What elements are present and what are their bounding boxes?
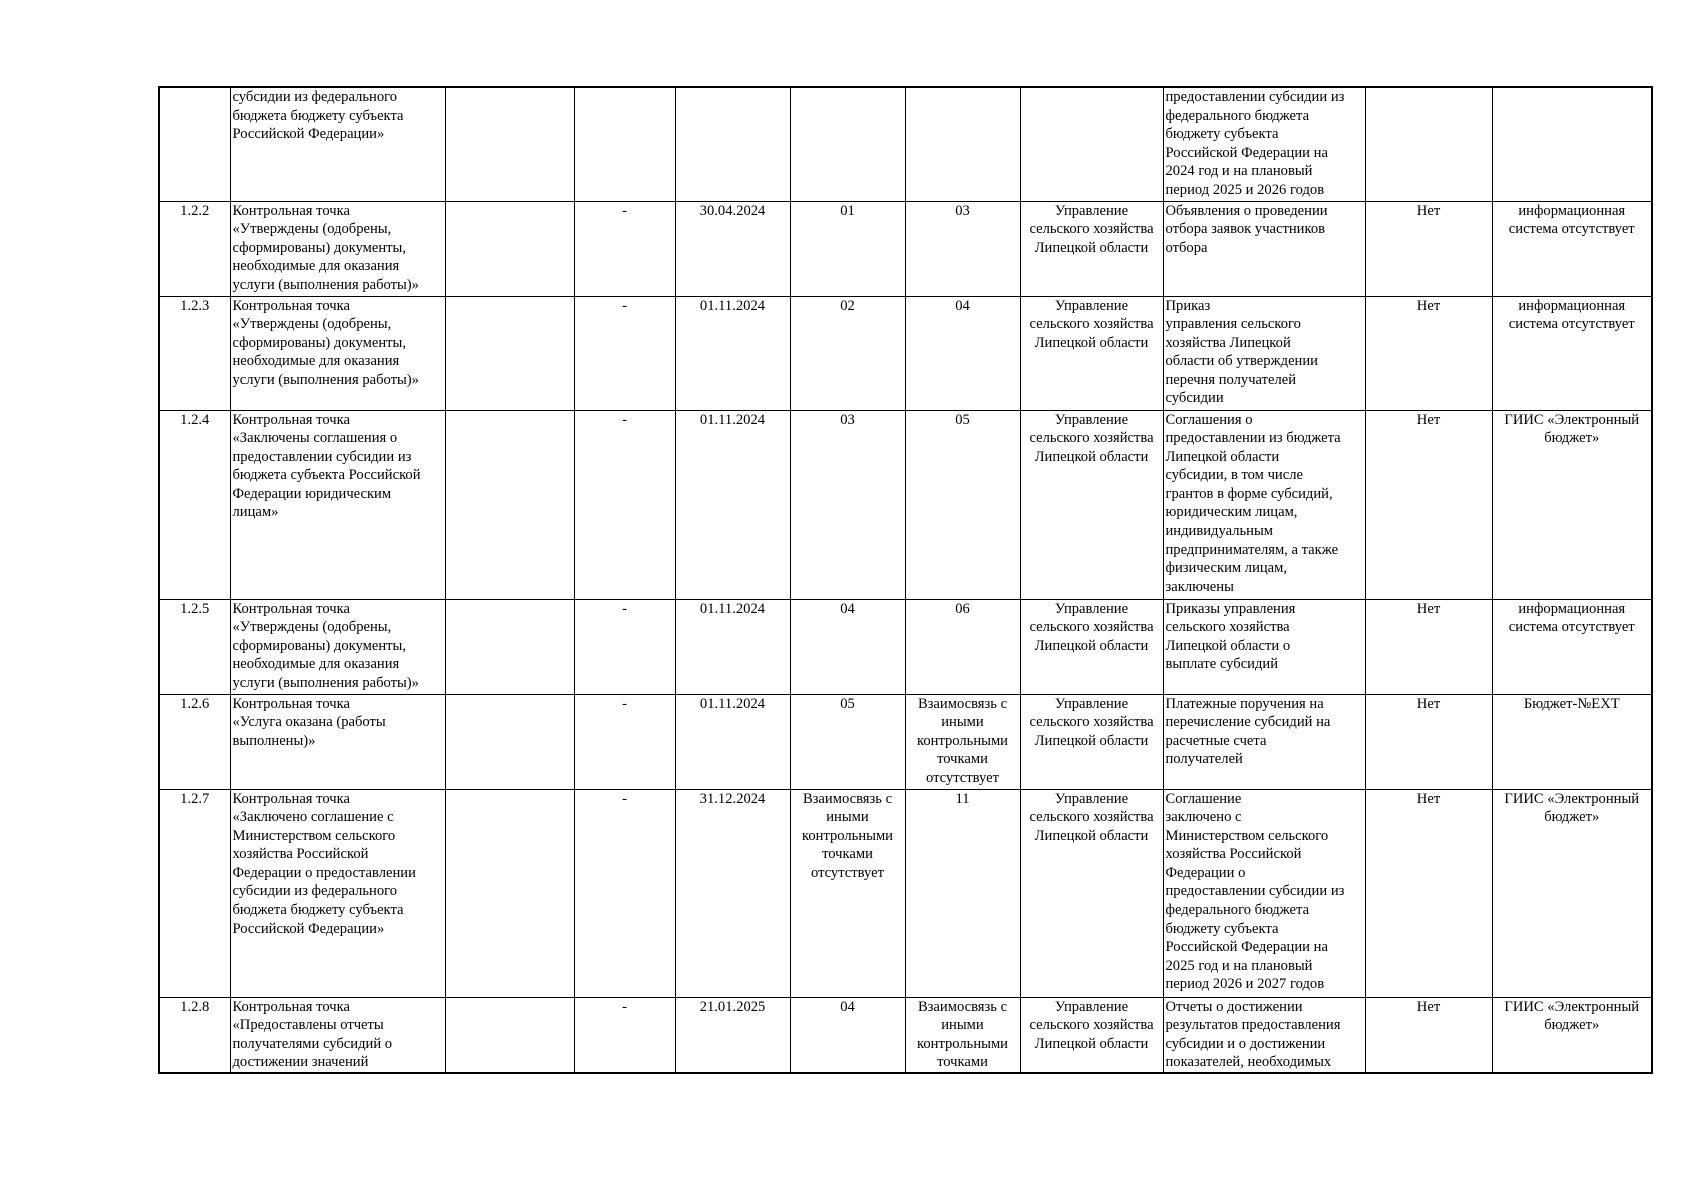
successor-cell: Взаимосвязь с иными контрольными точками (905, 997, 1020, 1073)
row-number-cell: 1.2.4 (159, 410, 230, 599)
event-name-cell: Контрольная точка «Утверждены (одобрены, сформированы) документы, необходимые для оказания услуги (выполнения работы)» (230, 599, 445, 694)
column-3-cell (445, 410, 574, 599)
table-body (159, 87, 1652, 1073)
successor-cell: 05 (905, 410, 1020, 599)
date-cell: 31.12.2024 (675, 789, 790, 997)
predecessor-cell (790, 87, 905, 201)
predecessor-cell: 03 (790, 410, 905, 599)
row-number-cell: 1.2.3 (159, 296, 230, 410)
column-10-cell: Нет (1365, 694, 1492, 789)
row-number-cell: 1.2.8 (159, 997, 230, 1073)
predecessor-cell: 02 (790, 296, 905, 410)
table-row (159, 694, 1652, 789)
document-cell: Соглашение заключено с Министерством сельского хозяйства Российской Федерации о предоставлении субсидии из федерального бюджета бюджету субъекта Российской Федерации на 2025 год и на плановый период 2026 и 2027 годов (1163, 789, 1365, 997)
column-4-cell: - (574, 789, 675, 997)
column-3-cell (445, 599, 574, 694)
column-4-cell: - (574, 997, 675, 1073)
information-system-cell: Бюджет-№EXT (1492, 694, 1652, 789)
responsible-executive-cell: Управление сельского хозяйства Липецкой области (1020, 201, 1163, 296)
document-cell: Приказы управления сельского хозяйства Липецкой области о выплате субсидий (1163, 599, 1365, 694)
row-number-cell: 1.2.6 (159, 694, 230, 789)
document-cell: Платежные поручения на перечисление субсидий на расчетные счета получателей (1163, 694, 1365, 789)
information-system-cell: ГИИС «Электронный бюджет» (1492, 997, 1652, 1073)
row-number-cell: 1.2.7 (159, 789, 230, 997)
event-name-cell: Контрольная точка «Заключено соглашение с Министерством сельского хозяйства Российской Федерации о предоставлении субсидии из федерального бюджета бюджету субъекта Российской Федерации» (230, 789, 445, 997)
predecessor-cell: Взаимосвязь с иными контрольными точками отсутствует (790, 789, 905, 997)
event-name-cell: Контрольная точка «Услуга оказана (работы выполнены)» (230, 694, 445, 789)
date-cell: 01.11.2024 (675, 296, 790, 410)
predecessor-cell: 04 (790, 599, 905, 694)
information-system-cell: информационная система отсутствует (1492, 599, 1652, 694)
document-cell: Отчеты о достижении результатов предоставления субсидии и о достижении показателей, необходимых (1163, 997, 1365, 1073)
control-points-table (158, 86, 1653, 1074)
column-3-cell (445, 997, 574, 1073)
column-4-cell: - (574, 410, 675, 599)
responsible-executive-cell: Управление сельского хозяйства Липецкой области (1020, 997, 1163, 1073)
document-cell: предоставлении субсидии из федерального бюджета бюджету субъекта Российской Федерации на 2024 год и на плановый период 2025 и 2026 годов (1163, 87, 1365, 201)
table-row (159, 789, 1652, 997)
responsible-executive-cell: Управление сельского хозяйства Липецкой области (1020, 599, 1163, 694)
predecessor-cell: 01 (790, 201, 905, 296)
date-cell (675, 87, 790, 201)
column-3-cell (445, 296, 574, 410)
column-10-cell (1365, 87, 1492, 201)
row-number-cell: 1.2.2 (159, 201, 230, 296)
column-4-cell: - (574, 201, 675, 296)
successor-cell: 11 (905, 789, 1020, 997)
column-3-cell (445, 201, 574, 296)
column-4-cell: - (574, 599, 675, 694)
event-name-cell: Контрольная точка «Предоставлены отчеты получателями субсидий о достижении значений (230, 997, 445, 1073)
event-name-cell: Контрольная точка «Заключены соглашения о предоставлении субсидии из бюджета субъекта Российской Федерации юридическим лицам» (230, 410, 445, 599)
event-name-cell: Контрольная точка «Утверждены (одобрены, сформированы) документы, необходимые для оказания услуги (выполнения работы)» (230, 201, 445, 296)
column-4-cell: - (574, 694, 675, 789)
predecessor-cell: 05 (790, 694, 905, 789)
table-row (159, 201, 1652, 296)
date-cell: 01.11.2024 (675, 410, 790, 599)
responsible-executive-cell: Управление сельского хозяйства Липецкой области (1020, 694, 1163, 789)
date-cell: 30.04.2024 (675, 201, 790, 296)
successor-cell: 06 (905, 599, 1020, 694)
table-row (159, 599, 1652, 694)
document-cell: Объявления о проведении отбора заявок участников отбора (1163, 201, 1365, 296)
row-number-cell: 1.2.5 (159, 599, 230, 694)
table-row (159, 87, 1652, 201)
information-system-cell: информационная система отсутствует (1492, 201, 1652, 296)
responsible-executive-cell: Управление сельского хозяйства Липецкой области (1020, 296, 1163, 410)
successor-cell: Взаимосвязь с иными контрольными точками отсутствует (905, 694, 1020, 789)
table-row (159, 296, 1652, 410)
column-4-cell (574, 87, 675, 201)
column-10-cell: Нет (1365, 599, 1492, 694)
document-cell: Соглашения о предоставлении из бюджета Липецкой области субсидии, в том числе грантов в форме субсидий, юридическим лицам, индивидуальным предпринимателям, а также физическим лицам, заключены (1163, 410, 1365, 599)
column-10-cell: Нет (1365, 410, 1492, 599)
successor-cell: 03 (905, 201, 1020, 296)
column-4-cell: - (574, 296, 675, 410)
column-3-cell (445, 87, 574, 201)
information-system-cell: ГИИС «Электронный бюджет» (1492, 789, 1652, 997)
successor-cell: 04 (905, 296, 1020, 410)
responsible-executive-cell: Управление сельского хозяйства Липецкой области (1020, 410, 1163, 599)
responsible-executive-cell (1020, 87, 1163, 201)
row-number-cell (159, 87, 230, 201)
document-cell: Приказ управления сельского хозяйства Липецкой области об утверждении перечня получателей субсидии (1163, 296, 1365, 410)
table-row (159, 410, 1652, 599)
predecessor-cell: 04 (790, 997, 905, 1073)
date-cell: 01.11.2024 (675, 694, 790, 789)
successor-cell (905, 87, 1020, 201)
table-row (159, 997, 1652, 1073)
column-10-cell: Нет (1365, 201, 1492, 296)
column-10-cell: Нет (1365, 997, 1492, 1073)
event-name-cell: субсидии из федерального бюджета бюджету субъекта Российской Федерации» (230, 87, 445, 201)
date-cell: 21.01.2025 (675, 997, 790, 1073)
information-system-cell: ГИИС «Электронный бюджет» (1492, 410, 1652, 599)
information-system-cell (1492, 87, 1652, 201)
column-10-cell: Нет (1365, 296, 1492, 410)
event-name-cell: Контрольная точка «Утверждены (одобрены, сформированы) документы, необходимые для оказания услуги (выполнения работы)» (230, 296, 445, 410)
responsible-executive-cell: Управление сельского хозяйства Липецкой области (1020, 789, 1163, 997)
column-3-cell (445, 694, 574, 789)
date-cell: 01.11.2024 (675, 599, 790, 694)
column-3-cell (445, 789, 574, 997)
information-system-cell: информационная система отсутствует (1492, 296, 1652, 410)
column-10-cell: Нет (1365, 789, 1492, 997)
